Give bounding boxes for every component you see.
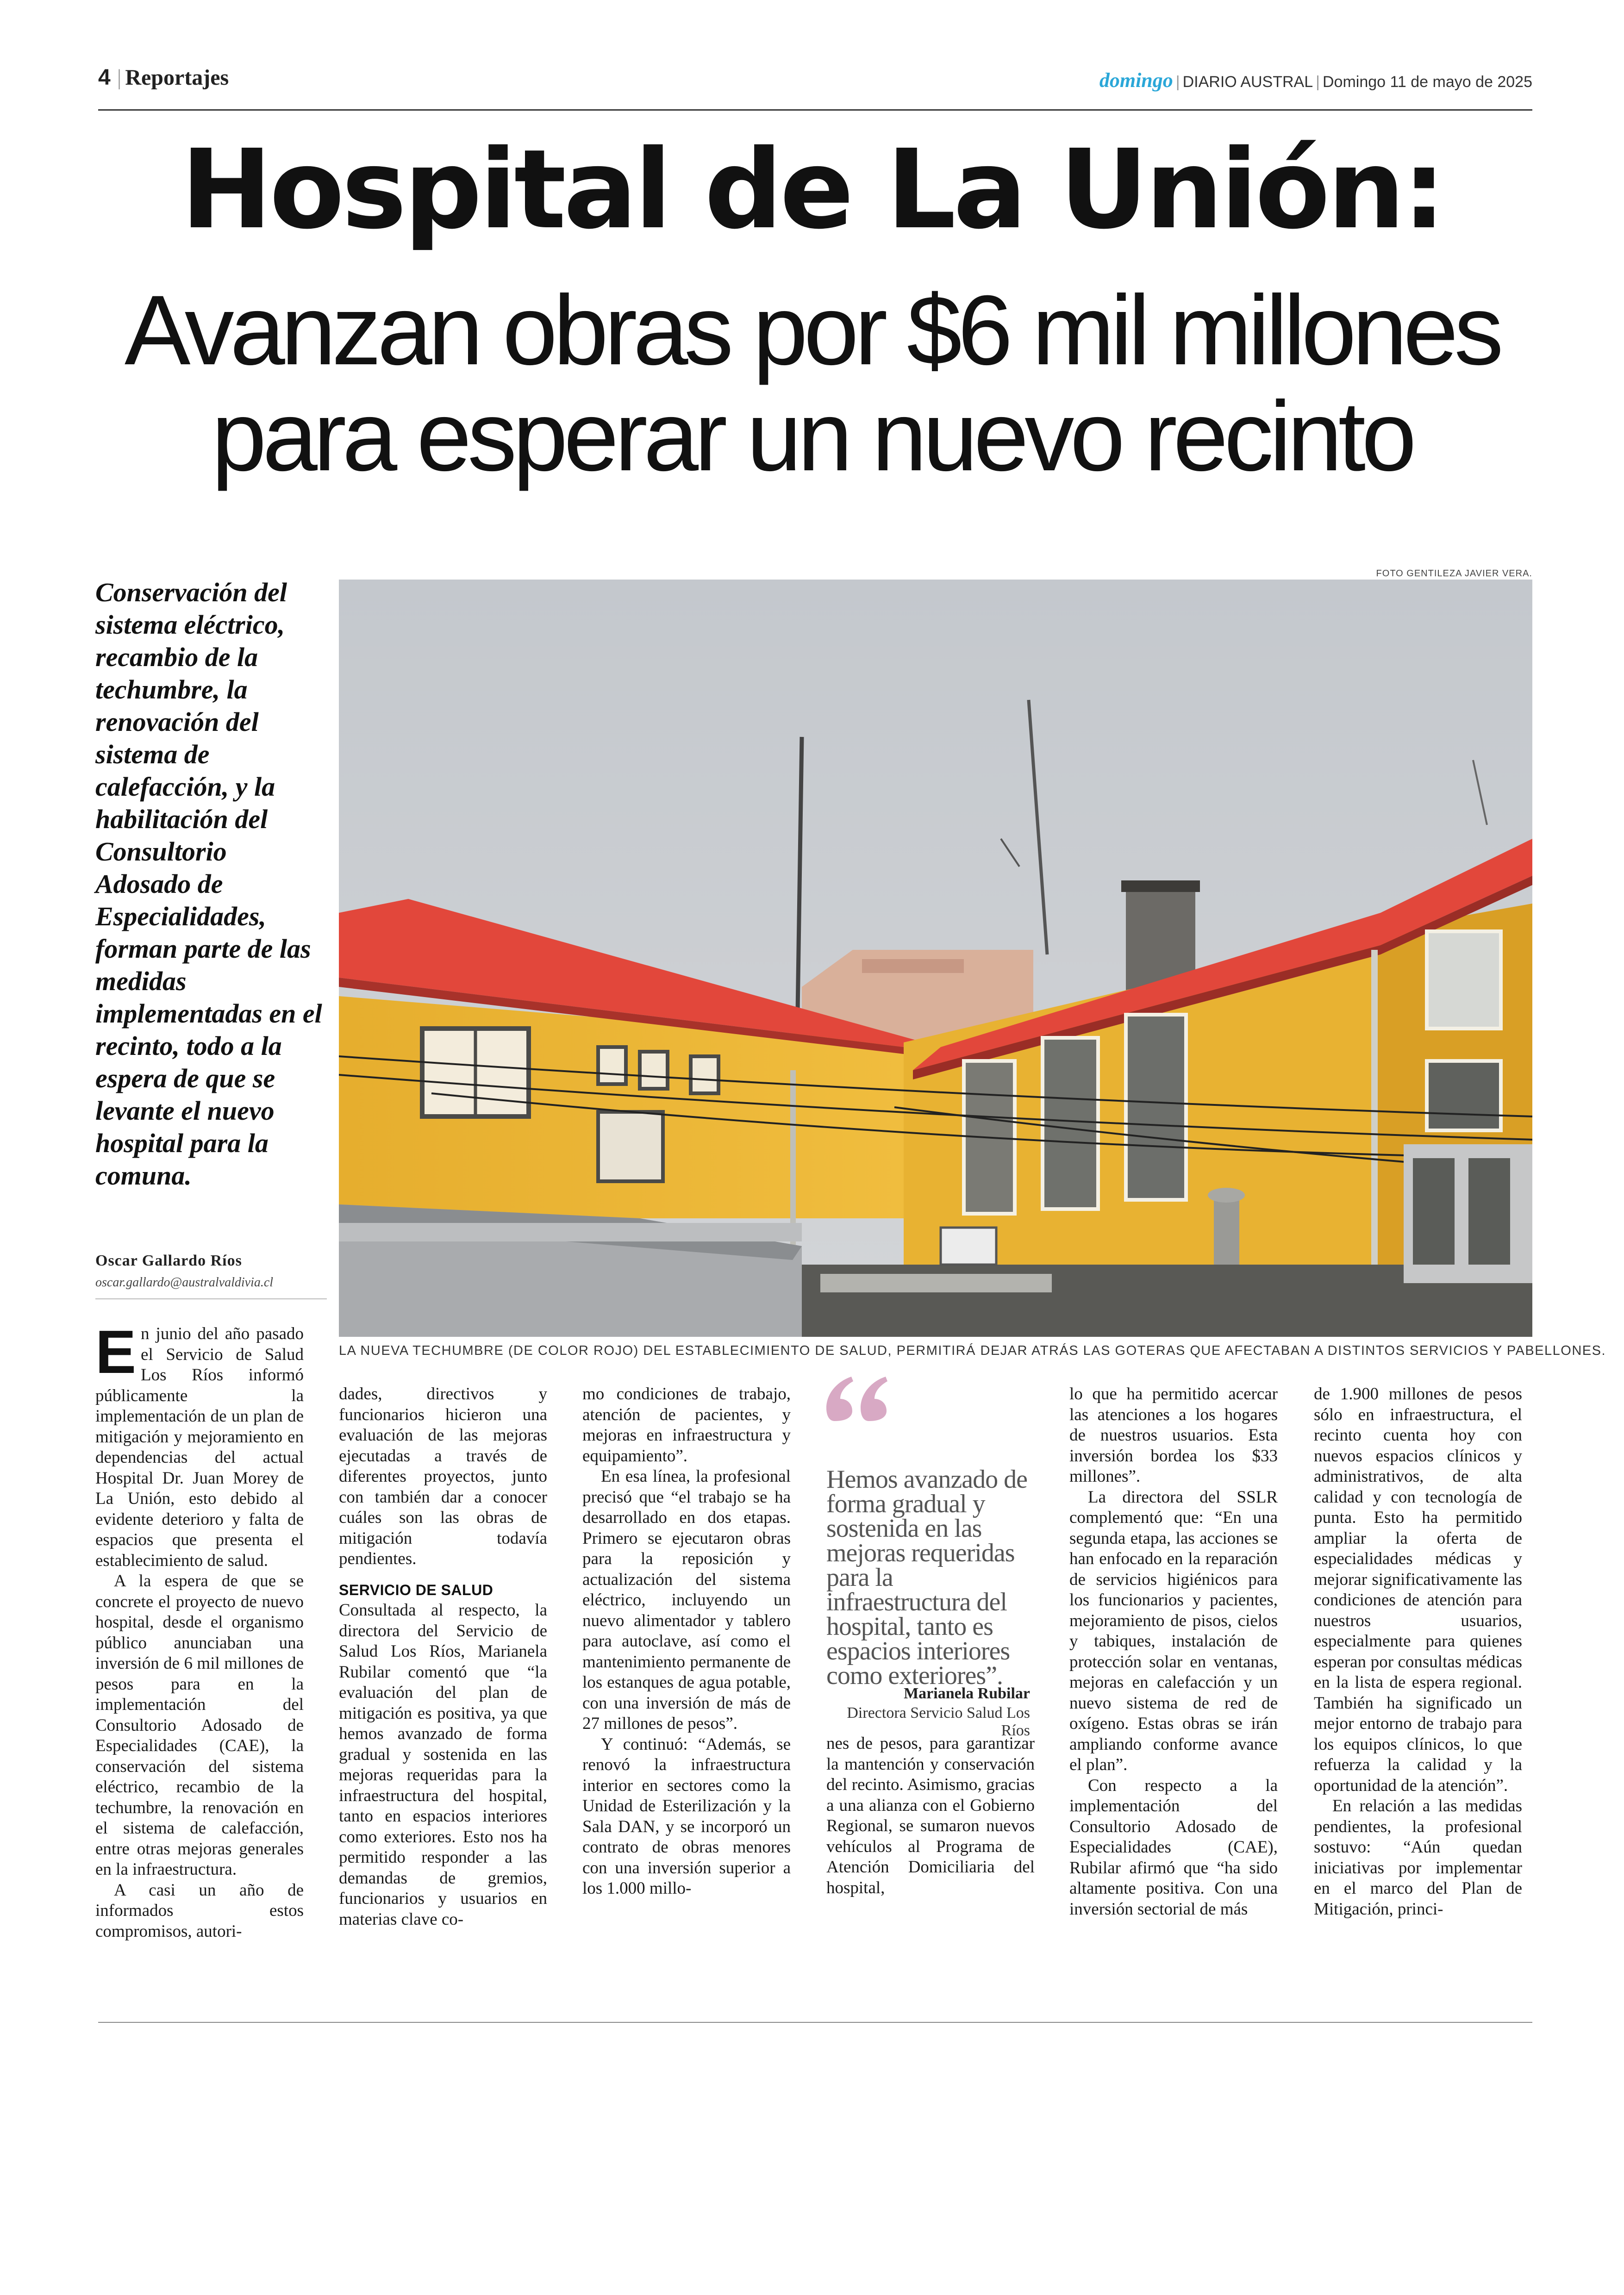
body-column-2 <box>339 1384 547 1930</box>
body-column-5 <box>1069 1384 1278 1920</box>
pull-quote: Hemos avanzado de forma gradual y sostenida en las mejoras requeridas para la infraestructura del hospital, tanto es espacios interiores como exteriores”. <box>826 1465 1027 1690</box>
page-header-left <box>98 65 229 90</box>
page-header-right <box>1099 69 1532 92</box>
header-separator: | <box>1175 73 1180 91</box>
author-name: Oscar Gallardo Ríos <box>95 1252 242 1269</box>
body-column-4 <box>826 1734 1035 1898</box>
drop-cap: E <box>95 1318 137 1386</box>
paragraph-text: n junio del año pasado el Servicio de Salud Los Ríos informó públicamente la implementación de un plan de mitigación y mejoramiento en dependencias del actual Hospital Dr. Juan Morey de La Unión, esto debido al evidente deterioro y falta de espacios que presenta el establecimiento de salud. <box>95 1324 304 1570</box>
body-paragraph <box>95 1318 304 1571</box>
newspaper-name: DIARIO AUSTRAL <box>1182 73 1313 91</box>
body-paragraph: Y continuó: “Además, se renovó la infraestructura interior en sectores como la Unidad de Esterilización y la Sala DAN, y se incorporó un contrato de obras menores con una inversión superior a los 1.000 millo- <box>582 1734 791 1898</box>
page-number: 4 <box>98 65 111 90</box>
header-separator: | <box>117 65 122 90</box>
photo-caption: LA NUEVA TECHUMBRE (DE COLOR ROJO) DEL ESTABLECIMIENTO DE SALUD, PERMITIRÁ DEJAR ATRÁS LAS GOTERAS QUE AFECTABAN A DISTINTOS SERVICIOS Y PABELLONES. <box>339 1343 1606 1358</box>
section-name: Reportajes <box>125 65 229 90</box>
section-subhead: SERVICIO DE SALUD <box>339 1581 493 1598</box>
body-paragraph: Con respecto a la implementación del Consultorio Adosado de Especialidades (CAE), Rubilar afirmó que “ha sido altamente positiva. Con una inversión sectorial de más <box>1069 1776 1278 1919</box>
hospital-photo <box>339 580 1532 1337</box>
body-paragraph: de 1.900 millones de pesos sólo en infraestructura, el recinto cuenta hoy con nuevos espacios clínicos y administrativos, de alta calidad y con tecnología de punta. Esto ha permitido ampliar la oferta de especialidades médicas y mejorar significativamente las condiciones de atención para nuestros usuarios, especialmente para quienes esperan por consultas médicas en la lista de espera regional. También ha significado un mejor entorno de trabajo para los equipos clínicos, lo que refuerza la calidad y la oportunidad de la atención”. <box>1314 1384 1522 1795</box>
author-email: oscar.gallardo@australvaldivia.cl <box>95 1275 274 1290</box>
body-paragraph: lo que ha permitido acercar las atenciones a los hogares de nuestros usuarios. Esta inversión bordea los $33 millones”. <box>1069 1384 1278 1486</box>
headline-main: Hospital de La Unión: <box>181 126 1443 253</box>
byline-rule <box>95 1298 327 1299</box>
photo-credit: FOTO GENTILEZA JAVIER VERA. <box>1376 568 1532 579</box>
bottom-rule <box>98 2022 1532 2023</box>
body-column-6 <box>1314 1384 1522 1920</box>
body-paragraph: A la espera de que se concrete el proyecto de nuevo hospital, desde el organismo público anunciaban una inversión de 6 mil millones de pesos para en la implementación del Consultorio Adosado de Especialidades (CAE), la conservación del sistema eléctrico, recambio de la techumbre, la renovación en el sistema de calefacción, entre otras mejoras generales en la infraestructura. <box>95 1572 304 1879</box>
body-paragraph: En esa línea, la profesional precisó que “el trabajo se ha desarrollado en dos etapas. Primero se ejecutaron obras para la reposición y actualización del sistema eléctrico, incluyendo un nuevo alimentador y tablero para autoclave, así como el mantenimiento permanente de los estanques de agua potable, con una inversión de más de 27 millones de pesos”. <box>582 1467 791 1733</box>
body-paragraph: dades, directivos y funcionarios hicieron una evaluación de las mejoras ejecutadas a través de diferentes proyectos, junto con también dar a conocer cuáles son las obras de mitigación todavía pendientes. <box>339 1384 547 1568</box>
article-lead: Conservación del sistema eléctrico, recambio de la techumbre, la renovación del sistema de calefacción, y la habilitación del Consultorio Adosado de Especialidades, forman parte de las medidas implementadas en el recinto, todo a la espera de que se levante el nuevo hospital para la comuna. <box>95 577 322 1191</box>
headline-sub <box>0 275 1624 492</box>
quote-mark-icon <box>826 1375 891 1430</box>
body-column-3 <box>582 1384 791 1899</box>
issue-date: Domingo 11 de mayo de 2025 <box>1322 73 1532 91</box>
pull-quote-role: Directora Servicio Salud Los Ríos <box>847 1704 1030 1739</box>
pull-quote-name: Marianela Rubilar <box>904 1685 1030 1702</box>
body-paragraph: En relación a las medidas pendientes, la profesional sostuvo: “Aún quedan iniciativas por implementar en el marco del Plan de Mitigación, princi- <box>1314 1796 1522 1919</box>
body-paragraph: A casi un año de informados estos compromisos, autori- <box>95 1880 304 1941</box>
brand-logo: domingo <box>1099 69 1173 92</box>
body-paragraph: La directora del SSLR complementó que: “En una segunda etapa, las acciones se han enfocado en la reparación de servicios higiénicos para los funcionarios y pacientes, mejoramiento de pisos, cielos y tabiques, instalación de protección solar en ventanas, mejoras en calefacción y un nuevo sistema de red de oxígeno. Estas obras se irán ampliando conforme avance el plan”. <box>1069 1487 1278 1774</box>
headline-sub-line2: para esperar un nuevo recinto <box>211 380 1413 492</box>
body-column-1 <box>95 1318 304 1942</box>
body-paragraph: nes de pesos, para garantizar la mantención y conservación del recinto. Asimismo, gracias a una alianza con el Gobierno Regional, se sumaron nuevos vehículos al Programa de Atención Domiciliaria del hospital, <box>826 1734 1035 1897</box>
header-separator: | <box>1316 73 1320 91</box>
body-paragraph: Consultada al respecto, la directora del Servicio de Salud Los Ríos, Marianela Rubilar comentó que “la evaluación del plan de mitigación es positiva, ya que hemos avanzado de forma gradual y sostenida en las mejoras requeridas para la infraestructura del hospital, tanto en espacios interiores como exteriores. Esto nos ha permitido responder a las demandas de gremios, funcionarios y usuarios en materias clave co- <box>339 1601 547 1929</box>
headline-sub-line1: Avanzan obras por $6 mil millones <box>124 275 1500 386</box>
body-paragraph: mo condiciones de trabajo, atención de pacientes, y mejoras en infraestructura y equipamiento”. <box>582 1384 791 1466</box>
header-rule <box>98 109 1532 111</box>
